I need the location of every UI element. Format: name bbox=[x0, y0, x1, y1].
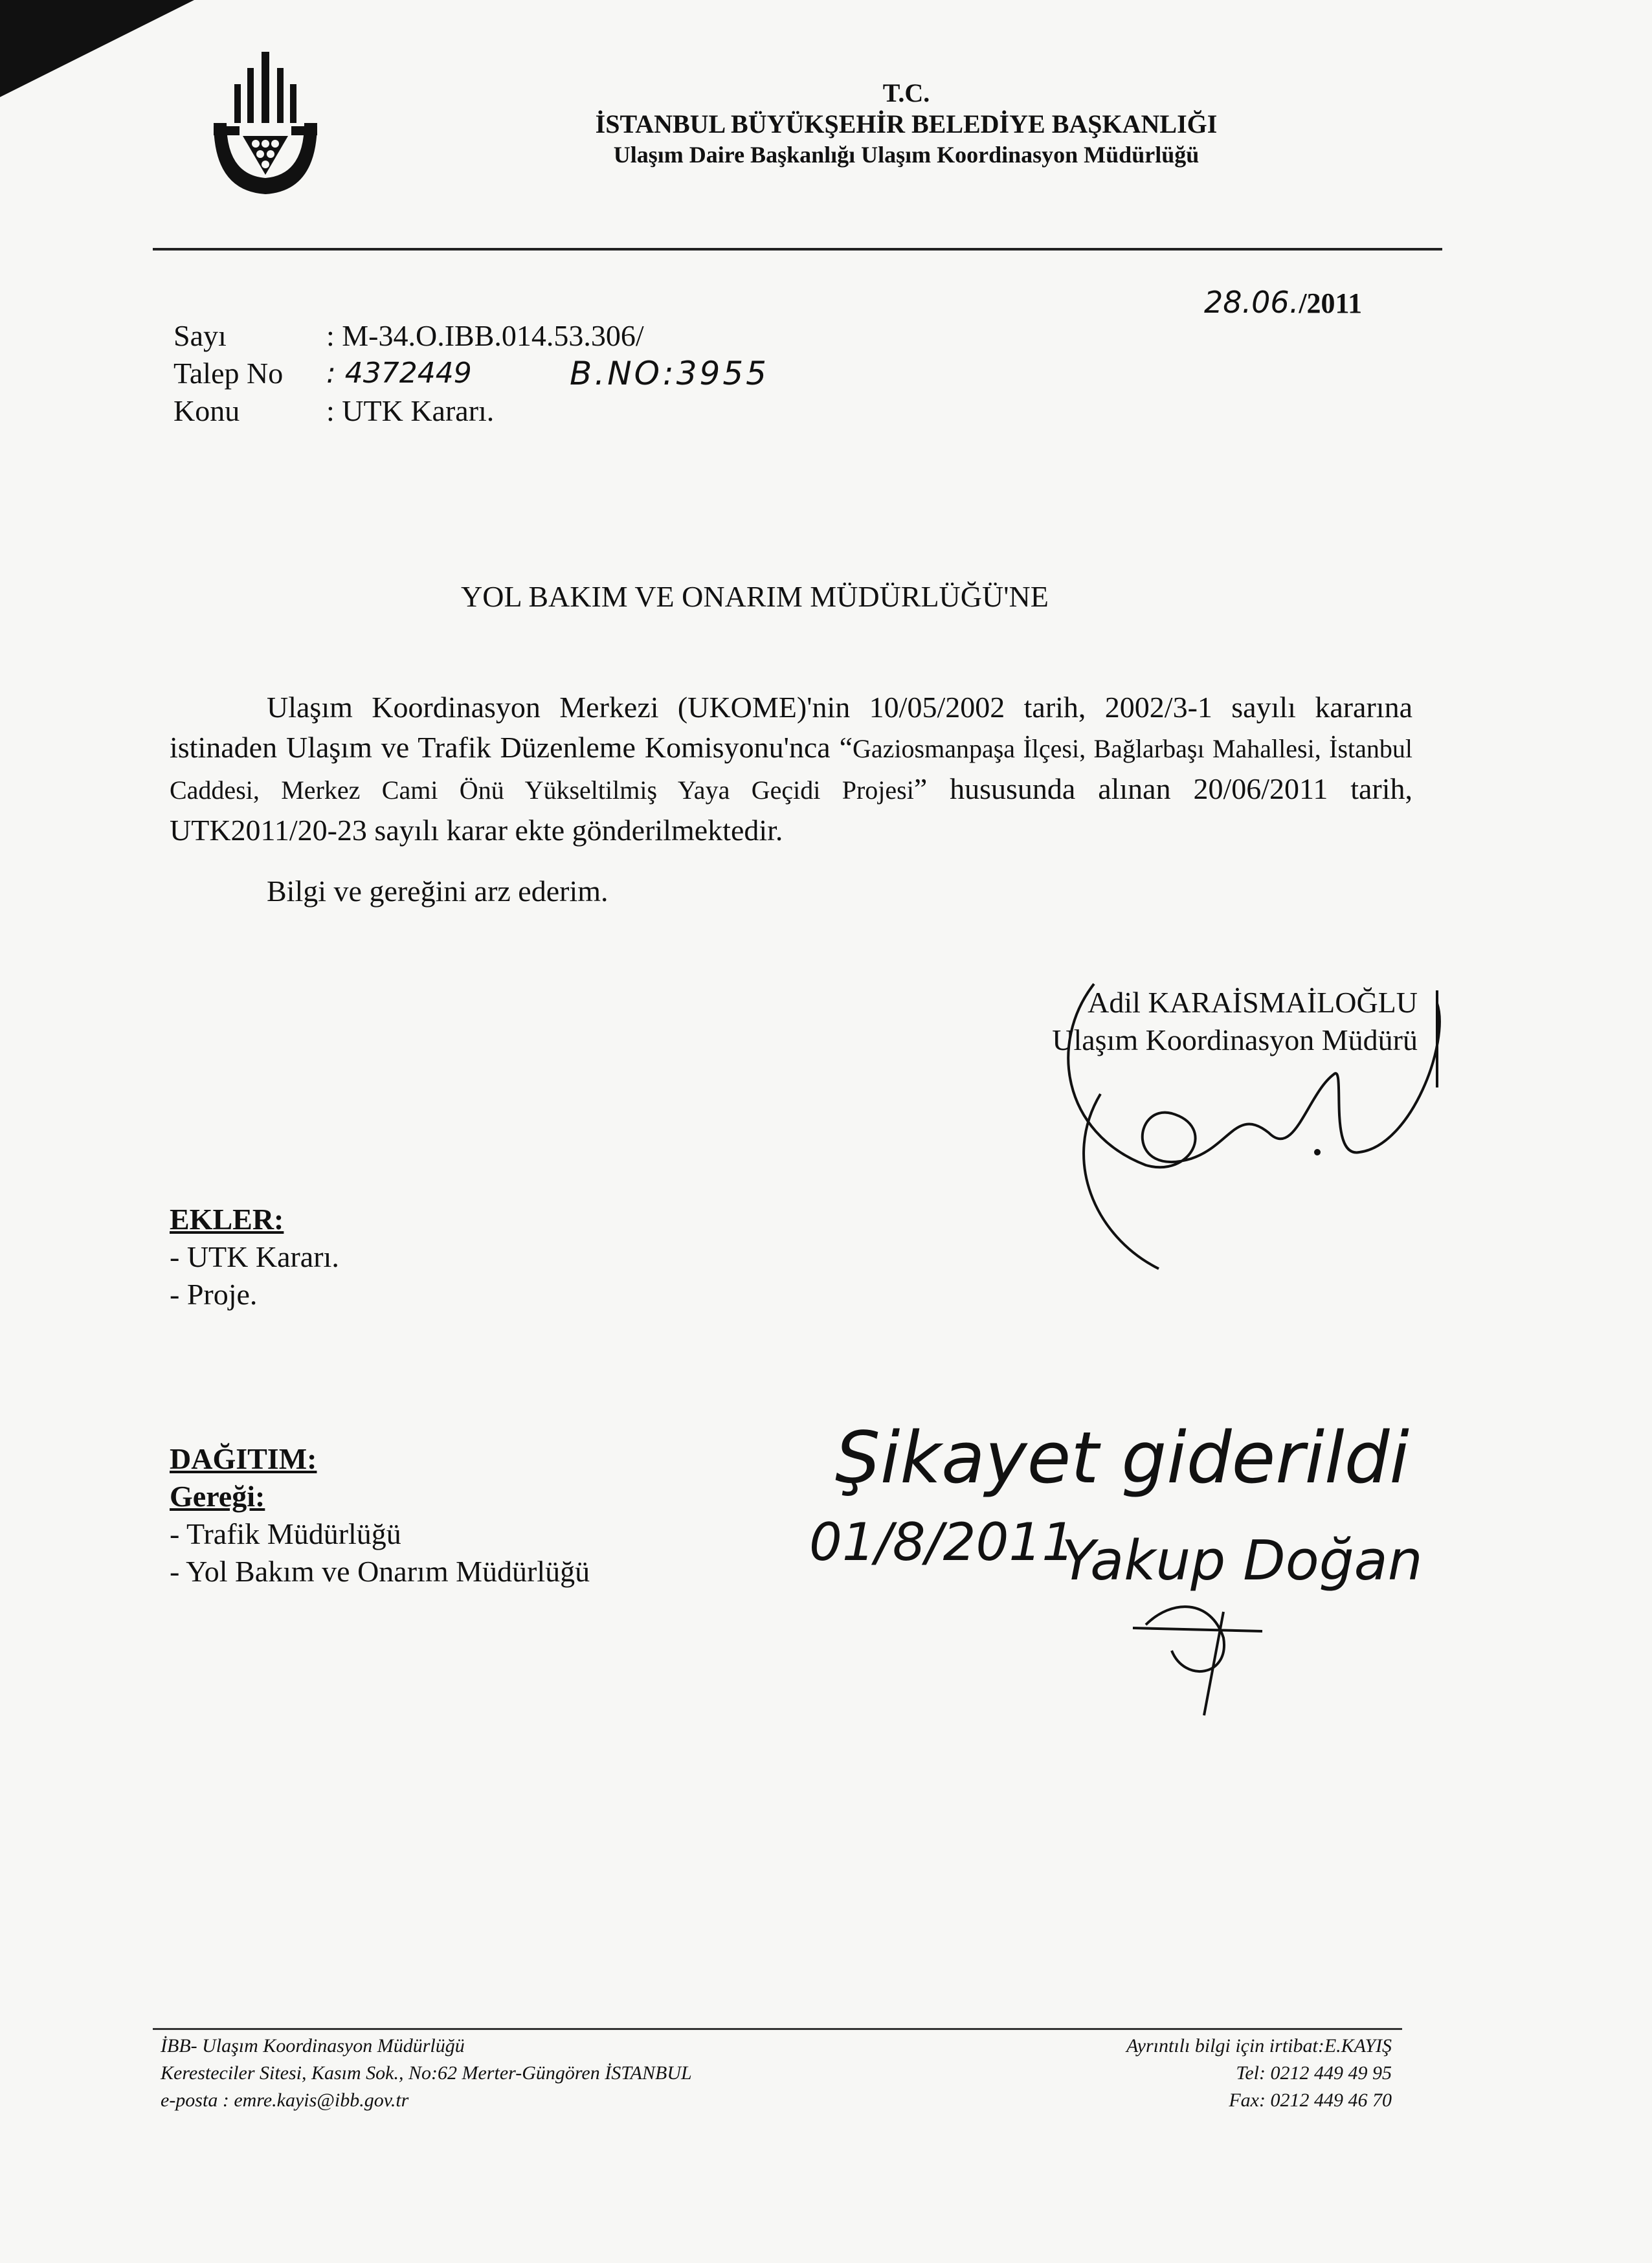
letterhead bbox=[453, 78, 1359, 170]
footer-street: Keresteciler Sitesi, Kasım Sok., No:62 Merter-Güngören İSTANBUL bbox=[161, 2062, 692, 2084]
signature-scrawl-icon bbox=[1023, 964, 1476, 1275]
body-project-name: Gaziosmanpaşa İlçesi, Bağlarbaşı Mahallesi, İstanbul Caddesi, Merkez Cami Önü Yükseltilmiş Yaya Geçidi Projesi bbox=[170, 734, 1412, 805]
signatory-title: Ulaşım Koordinasyon Müdürü bbox=[1052, 1023, 1418, 1056]
date-year: /2011 bbox=[1299, 287, 1363, 319]
footer-contact bbox=[1010, 2033, 1392, 2114]
attachments-heading: EKLER: bbox=[170, 1203, 284, 1236]
footer-office: İBB- Ulaşım Koordinasyon Müdürlüğü bbox=[161, 2035, 465, 2057]
letterhead-organization: İSTANBUL BÜYÜKŞEHİR BELEDİYE BAŞKANLIĞI bbox=[595, 109, 1218, 139]
footer-phone: Tel: 0212 449 49 95 bbox=[1236, 2062, 1392, 2084]
distribution-heading: DAĞITIM: bbox=[170, 1442, 317, 1475]
attachment-item: - Proje. bbox=[170, 1278, 258, 1311]
footer-divider bbox=[153, 2028, 1402, 2030]
letterhead-tc: T.C. bbox=[882, 78, 930, 107]
note-date: 01/8/2011 bbox=[809, 1512, 1075, 1572]
body-part-3: ” hususunda alınan 20/06/2011 tarih, UTK2011/20-23 sayılı karar ekte gönderilmektedir. bbox=[170, 772, 1412, 847]
letterhead-department: Ulaşım Daire Başkanlığı Ulaşım Koordinasyon Müdürlüğü bbox=[613, 142, 1200, 168]
sayi-value: : M-34.O.IBB.014.53.306/ bbox=[326, 319, 644, 352]
date-handwritten: 28.06. bbox=[1204, 285, 1299, 320]
letter-body bbox=[170, 687, 1412, 851]
scan-corner-mark bbox=[0, 0, 194, 97]
signatory-name: Adil KARAİSMAİLOĞLU bbox=[1088, 986, 1418, 1019]
document-date bbox=[1204, 285, 1362, 320]
closing-line: Bilgi ve gereğini arz ederim. bbox=[267, 875, 608, 908]
footer-email-line bbox=[161, 2087, 692, 2114]
handwritten-bno: B.NO:3955 bbox=[570, 355, 769, 392]
note-name: Yakup Doğan bbox=[1062, 1529, 1423, 1593]
body-part-1: Ulaşım Koordinasyon Merkezi (UKOME)'nin 10/05/2002 tarih, 2002/3-1 sayılı kararına istinaden Ulaşım ve Trafik Düzenleme Komisyonu'nca “ bbox=[170, 691, 1412, 764]
footer-email-link[interactable]: emre.kayis@ibb.gov.tr bbox=[234, 2090, 409, 2111]
handwritten-note bbox=[809, 1405, 1534, 1767]
distribution-item: - Yol Bakım ve Onarım Müdürlüğü bbox=[170, 1555, 590, 1588]
attachments-section bbox=[170, 1201, 339, 1313]
footer-email-label: e-posta : bbox=[161, 2090, 234, 2111]
distribution-item: - Trafik Müdürlüğü bbox=[170, 1517, 401, 1550]
ibb-logo-icon bbox=[207, 45, 324, 207]
attachment-item: - UTK Kararı. bbox=[170, 1240, 339, 1273]
footer-fax: Fax: 0212 449 46 70 bbox=[1229, 2090, 1392, 2111]
header-divider bbox=[153, 248, 1442, 251]
distribution-subheading: Gereği: bbox=[170, 1480, 265, 1513]
distribution-section bbox=[170, 1440, 590, 1590]
footer-address bbox=[161, 2033, 692, 2114]
konu-label: Konu bbox=[173, 394, 240, 427]
body-paragraph bbox=[170, 687, 1412, 851]
note-line-1: Şikayet giderildi bbox=[835, 1416, 1409, 1499]
sayi-label: Sayı bbox=[173, 319, 227, 352]
konu-value: : UTK Kararı. bbox=[326, 394, 495, 427]
footer-contact-person: Ayrıntılı bilgi için irtibat:E.KAYIŞ bbox=[1126, 2035, 1392, 2057]
talep-label: Talep No bbox=[173, 357, 284, 390]
konu-row bbox=[173, 392, 644, 430]
talep-value: : 4372449 bbox=[326, 357, 472, 390]
recipient: YOL BAKIM VE ONARIM MÜDÜRLÜĞÜ'NE bbox=[461, 580, 1049, 613]
sayi-row bbox=[173, 317, 644, 355]
